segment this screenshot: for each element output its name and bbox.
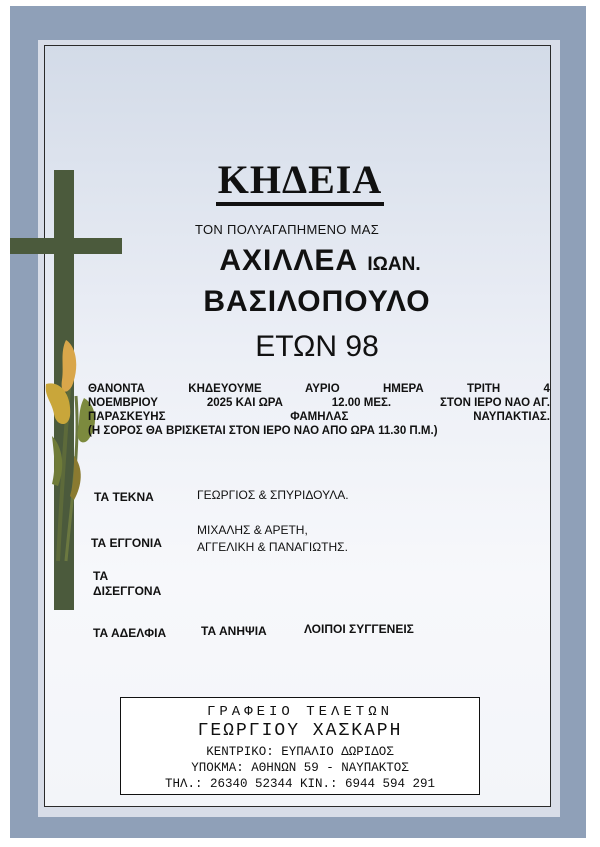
grandchildren-line-2: ΑΓΓΕΛΙΚΗ & ΠΑΝΑΓΙΩΤΗΣ. [197,540,348,554]
calla-lily-icon [36,336,116,566]
announcement-line-1: ΘΑΝΟΝΤΑ ΚΗΔΕΥΟΥΜΕ ΑΥΡΙΟ ΗΜΕΡΑ ΤΡΙΤΗ 4 [88,383,550,395]
grandchildren-line-1: ΜΙΧΑΛΗΣ & ΑΡΕΤΗ, [197,523,308,537]
great-grandchildren-label-2: ΔΙΣΕΓΓΟΝΑ [93,584,162,598]
siblings-label: ΤΑ ΑΔΕΛΦΙΑ [93,626,167,640]
office-branch-address: ΥΠΟΚΜΑ: ΑΘΗΝΩΝ 59 - ΝΑΥΠΑΚΤΟΣ [191,761,409,775]
children-value: ΓΕΩΡΓΙΟΣ & ΣΠΥΡΙΔΟΥΛΑ. [197,488,349,502]
office-main-address: ΚΕΝΤΡΙΚΟ: ΕΥΠΑΛΙΟ ΔΩΡΙΔΟΣ [206,745,394,759]
subtitle: ΤΟΝ ΠΟΛΥΑΓΑΠΗΜΕΝΟ ΜΑΣ [195,222,380,237]
relatives-label: ΛΟΙΠΟΙ ΣΥΓΓΕΝΕΙΣ [304,622,414,636]
office-phone: ΤΗΛ.: 26340 52344 ΚΙΝ.: 6944 594 291 [164,777,436,791]
grandchildren-label: ΤΑ ΕΓΓΟΝΙΑ [91,536,162,550]
great-grandchildren-label-1: ΤΑ [93,569,109,583]
father-name: ΙΩΑΝ. [367,254,421,275]
announcement-line-2: ΝΟΕΜΒΡΙΟΥ 2025 ΚΑΙ ΩΡΑ 12.00 ΜΕΣ. ΣΤΟΝ ΙΕΡΟ ΝΑΟ ΑΓ. [88,397,550,409]
deceased-age: ΕΤΩΝ 98 [255,330,379,363]
deceased-surname: ΒΑΣΙΛΟΠΟΥΛΟ [203,285,431,318]
funeral-announcement [88,382,550,438]
funeral-office-box [120,697,480,795]
office-heading: ΓΡΑΦΕΙΟ ΤΕΛΕΤΩΝ [206,704,394,720]
page-title: ΚΗΔΕΙΑ [0,156,600,203]
deceased-first-name: ΑΧΙΛΛΕΑ ΙΩΑΝ. [219,244,421,277]
office-name: ΓΕΩΡΓΙΟΥ ΧΑΣΚΑΡΗ [197,721,403,741]
announcement-line-4: (Η ΣΟΡΟΣ ΘΑ ΒΡΙΣΚΕΤΑΙ ΣΤΟΝ ΙΕΡΟ ΝΑΟ ΑΠΟ ΩΡΑ 11.30 Π.Μ.) [88,425,438,437]
children-label: ΤΑ ΤΕΚΝΑ [94,490,154,504]
nephews-label: ΤΑ ΑΝΗΨΙΑ [201,624,267,638]
announcement-line-3: ΠΑΡΑΣΚΕΥΗΣ ΦΑΜΗΛΑΣ ΝΑΥΠΑΚΤΙΑΣ. [88,411,550,423]
